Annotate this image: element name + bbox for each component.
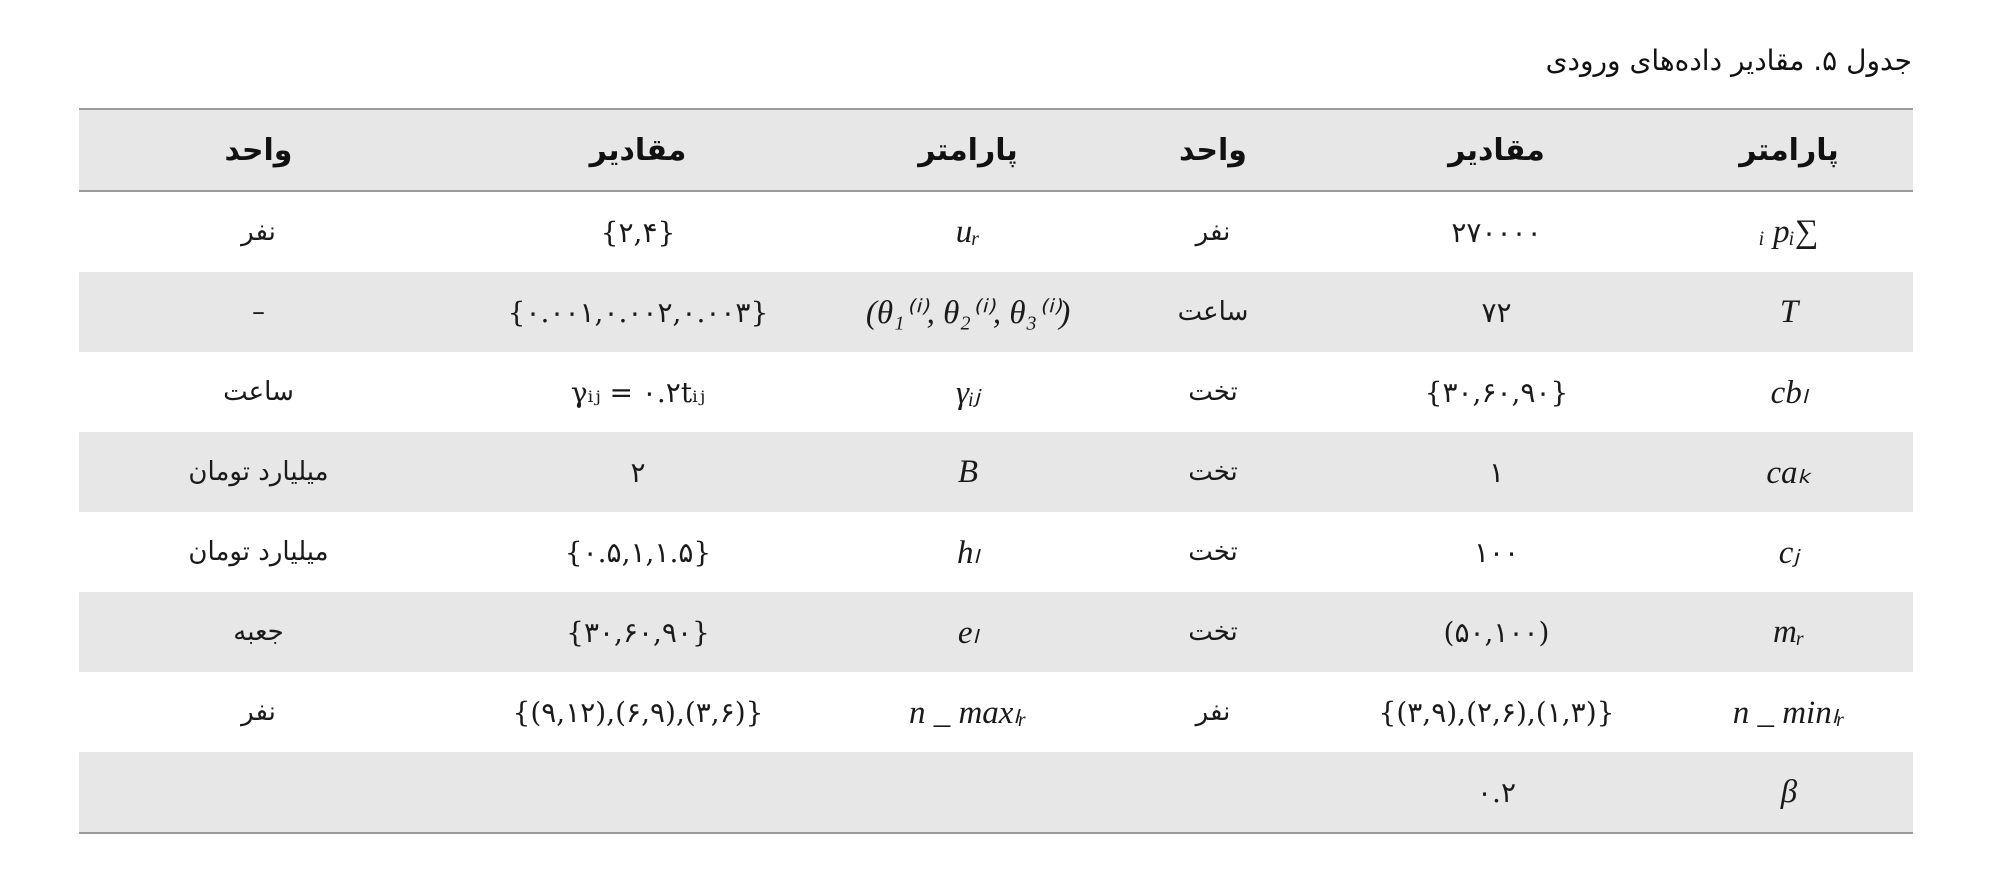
unit-cell: تخت	[1188, 457, 1238, 487]
param-cell: n _ maxₗᵣ	[908, 695, 1028, 731]
param-cell: mᵣ	[1773, 613, 1805, 650]
header-unit-2: واحد	[224, 132, 293, 168]
table-row	[79, 432, 1913, 512]
value-cell: ۷۲	[1481, 295, 1512, 329]
unit-cell: جعبه	[233, 617, 284, 647]
unit-cell: –	[252, 297, 265, 327]
value-cell: (۵۰,۱۰۰)	[1443, 615, 1550, 649]
header-values: مقادیر	[1448, 132, 1545, 168]
input-data-table	[79, 108, 1913, 834]
param-cell: caₖ	[1766, 455, 1812, 491]
header-values-2: مقادیر	[589, 132, 687, 168]
value-cell: {۳۰,۶۰,۹۰}	[566, 615, 710, 649]
unit-cell: تخت	[1188, 377, 1238, 407]
param-cell	[838, 752, 1098, 833]
unit-cell	[1098, 752, 1328, 833]
table-row	[79, 752, 1913, 833]
unit-cell: ساعت	[223, 377, 294, 407]
value-cell: {۰.۵,۱,۱.۵}	[564, 535, 712, 569]
unit-cell: نفر	[1195, 697, 1231, 727]
unit-cell: تخت	[1188, 537, 1238, 567]
unit-cell	[79, 752, 438, 833]
param-cell: n _ minₗᵣ	[1732, 695, 1846, 731]
value-cell: ۲۷۰۰۰۰	[1451, 215, 1542, 249]
param-cell: β	[1780, 773, 1798, 810]
param-cell: hₗ	[957, 535, 979, 571]
value-cell: {۰.۰۰۱,۰.۰۰۲,۰.۰۰۳}	[507, 295, 769, 329]
param-cell: T	[1779, 293, 1799, 330]
param-cell: (θ₁⁽ⁱ⁾, θ₂⁽ⁱ⁾, θ₃⁽ⁱ⁾)	[865, 295, 1071, 331]
unit-cell: میلیارد تومان	[188, 537, 329, 567]
value-cell: {(۳,۶),(۶,۹),(۹,۱۲)}	[512, 695, 764, 729]
table-row	[79, 672, 1913, 752]
value-cell	[438, 752, 838, 833]
param-cell: ∑ᵢ pᵢ	[1759, 213, 1819, 250]
param-cell: cⱼ	[1778, 535, 1800, 571]
header-row	[79, 109, 1913, 191]
header-param: پارامتر	[1739, 132, 1839, 168]
unit-cell: نفر	[241, 697, 276, 727]
param-cell: B	[957, 453, 979, 490]
table-row	[79, 191, 1913, 272]
value-cell: ۰.۲	[1477, 775, 1516, 809]
value-cell: {(۱,۳),(۲,۶),(۳,۹)}	[1378, 695, 1615, 729]
header-unit: واحد	[1179, 132, 1247, 168]
param-cell: cbₗ	[1770, 375, 1808, 411]
param-cell: uᵣ	[955, 213, 981, 250]
unit-cell: نفر	[1195, 217, 1231, 247]
value-cell: ۲	[630, 455, 646, 489]
header-param-2: پارامتر	[918, 132, 1018, 168]
table-row	[79, 272, 1913, 352]
value-cell: ۱	[1488, 455, 1505, 489]
value-cell: {۲,۴}	[600, 215, 676, 249]
unit-cell: تخت	[1188, 617, 1238, 647]
value-cell: {۳۰,۶۰,۹۰}	[1424, 375, 1569, 409]
table-row	[79, 512, 1913, 592]
value-cell: ۱۰۰	[1473, 535, 1520, 569]
param-cell: eₗ	[957, 615, 979, 651]
table-row	[79, 352, 1913, 432]
value-cell: γᵢⱼ = ۰.۲tᵢⱼ	[570, 375, 706, 409]
unit-cell: ساعت	[1177, 297, 1249, 327]
param-cell: γᵢⱼ	[956, 375, 980, 411]
unit-cell: میلیارد تومان	[188, 457, 329, 487]
table-row	[79, 592, 1913, 672]
table-caption: جدول ۵. مقادیر داده‌های ورودی	[1545, 44, 1912, 77]
unit-cell: نفر	[241, 217, 276, 247]
